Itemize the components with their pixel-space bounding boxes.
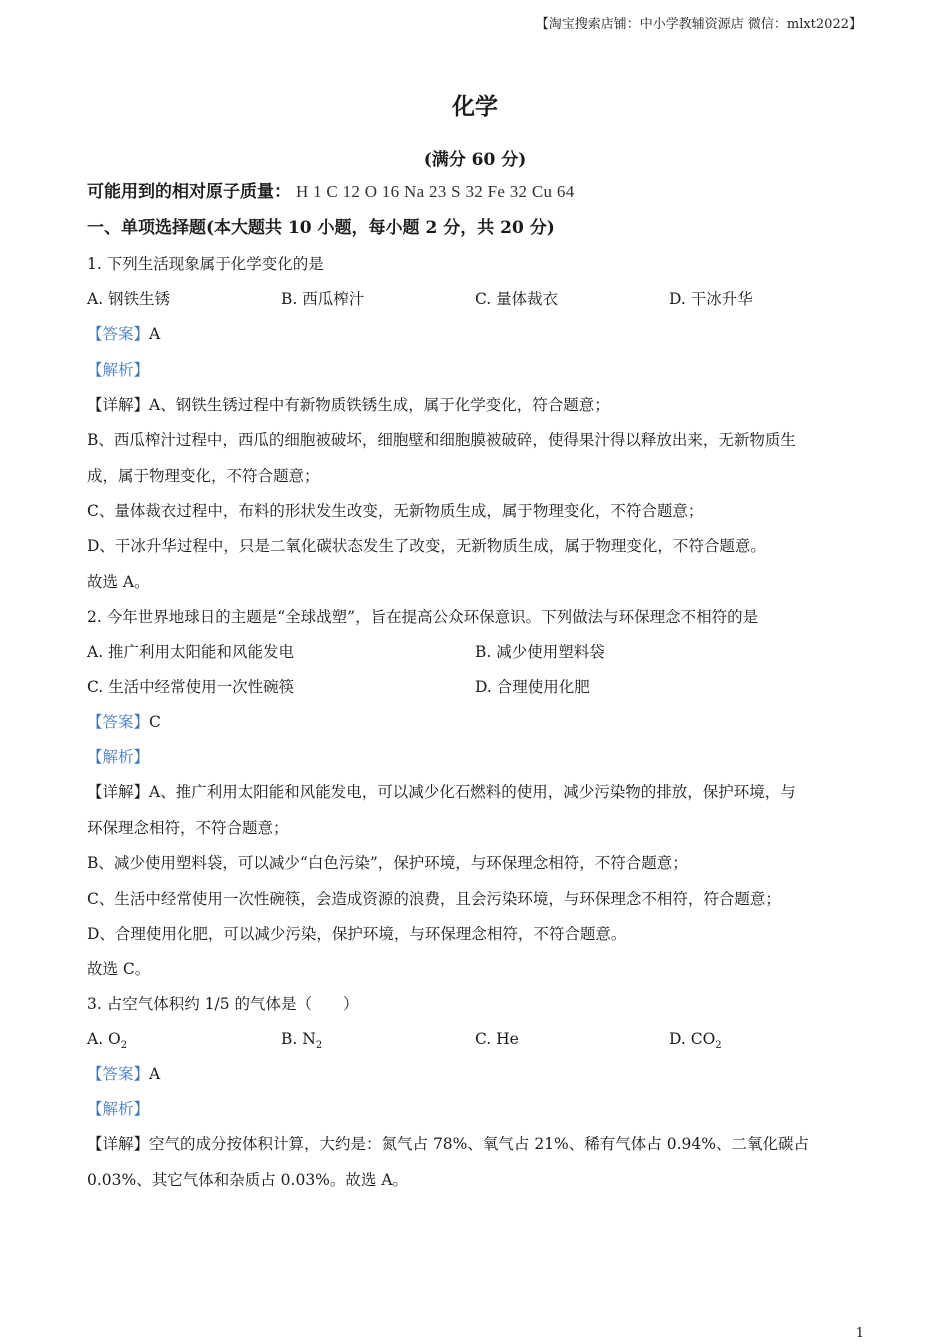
q3-option-b: B. $N_2$ [281, 1030, 323, 1052]
q3-option-a: A. $O_2$ [87, 1030, 128, 1052]
atomic-mass-line [87, 181, 575, 203]
header-note: 【淘宝搜索店铺：中小学教辅资源店 微信：mlxt2022】 [535, 17, 862, 32]
atomic-mass-label: 可能用到的相对原子质量： [87, 182, 291, 202]
q2-detail-0: 【详解】A、推广利用太阳能和风能发电，可以减少化石燃料的使用，减少污染物的排放，保护环境，与 [87, 783, 796, 801]
q2-detail-3: C、生活中经常使用一次性碗筷，会造成资源的浪费，且会污染环境，与环保理念不相符，符合题意； [87, 890, 781, 908]
q1-answer-value: A [149, 325, 161, 343]
q1-detail-5: 故选 A。 [87, 573, 150, 591]
q2-detail-5: 故选 C。 [87, 960, 151, 978]
q1-option-c: C. 量体裁衣 [475, 290, 559, 308]
q2-option-d: D. 合理使用化肥 [475, 678, 590, 696]
q2-option-c: C. 生活中经常使用一次性碗筷 [87, 678, 295, 696]
q2-detail-2: B、减少使用塑料袋，可以减少“白色污染”，保护环境，与环保理念相符，不符合题意； [87, 854, 688, 872]
q3-stem: 3. 占空气体积约 1/5 的气体是（ ） [87, 995, 359, 1013]
q2-stem: 2. 今年世界地球日的主题是“全球战塑”，旨在提高公众环保意识。下列做法与环保理念不相符的是 [87, 608, 759, 626]
page-title: 化学 [452, 93, 498, 120]
q3-detail-1: 0.03%、其它气体和杂质占 0.03%。故选 A。 [87, 1171, 409, 1189]
q1-analysis-tag: 【解析】 [87, 361, 150, 379]
answer-tag: 【答案】 [87, 1065, 150, 1083]
q1-option-a: A. 钢铁生锈 [87, 290, 171, 308]
q1-detail-2: 成，属于物理变化，不符合题意； [87, 467, 320, 485]
q2-option-a: A. 推广利用太阳能和风能发电 [87, 643, 295, 661]
q3-detail-0: 【详解】空气的成分按体积计算，大约是：氮气占 78%、氧气占 21%、稀有气体占 0.94%、二氧化碳占 [87, 1135, 809, 1153]
detail-tag: 【详解】 [87, 783, 150, 801]
q3-answer-value: A [149, 1065, 161, 1083]
atomic-mass-values: H 1 C 12 O 16 Na 23 S 32 Fe 32 Cu 64 [295, 182, 575, 201]
q2-analysis-tag: 【解析】 [87, 748, 150, 766]
detail-tag: 【详解】 [87, 396, 150, 414]
q1-detail-1: B、西瓜榨汁过程中，西瓜的细胞被破坏，细胞壁和细胞膜被破碎，使得果汁得以释放出来，无新物质生 [87, 431, 796, 449]
q1-detail-4: D、干冰升华过程中，只是二氧化碳状态发生了改变，无新物质生成，属于物理变化，不符合题意。 [87, 537, 766, 555]
q2-option-b: B. 减少使用塑料袋 [475, 643, 605, 661]
page-number: 1 [855, 1326, 864, 1341]
section-heading: 一、单项选择题(本大题共 10 小题，每小题 2 分，共 20 分) [87, 218, 555, 238]
q1-detail-0: 【详解】A、钢铁生锈过程中有新物质铁锈生成，属于化学变化，符合题意； [87, 396, 610, 414]
q2-detail-1: 环保理念相符，不符合题意； [87, 819, 289, 837]
q3-analysis-tag: 【解析】 [87, 1100, 150, 1118]
q1-stem: 1. 下列生活现象属于化学变化的是 [87, 255, 324, 273]
q2-answer [87, 711, 161, 733]
answer-tag: 【答案】 [87, 325, 150, 343]
q1-option-b: B. 西瓜榨汁 [281, 290, 365, 308]
answer-tag: 【答案】 [87, 713, 150, 731]
q1-option-d: D. 干冰升华 [669, 290, 753, 308]
detail-tag: 【详解】 [87, 1135, 150, 1153]
q1-detail-3: C、量体裁衣过程中，布料的形状发生改变，无新物质生成，属于物理变化，不符合题意； [87, 502, 704, 520]
page-subtitle: (满分 60 分) [423, 150, 527, 170]
q1-answer [87, 323, 160, 345]
q3-option-d: D. $CO_2$ [669, 1030, 722, 1052]
q2-detail-4: D、合理使用化肥，可以减少污染，保护环境，与环保理念相符，不符合题意。 [87, 925, 627, 943]
q2-answer-value: C [149, 713, 161, 731]
q3-answer [87, 1063, 160, 1085]
q3-option-c: C. He [475, 1030, 519, 1048]
